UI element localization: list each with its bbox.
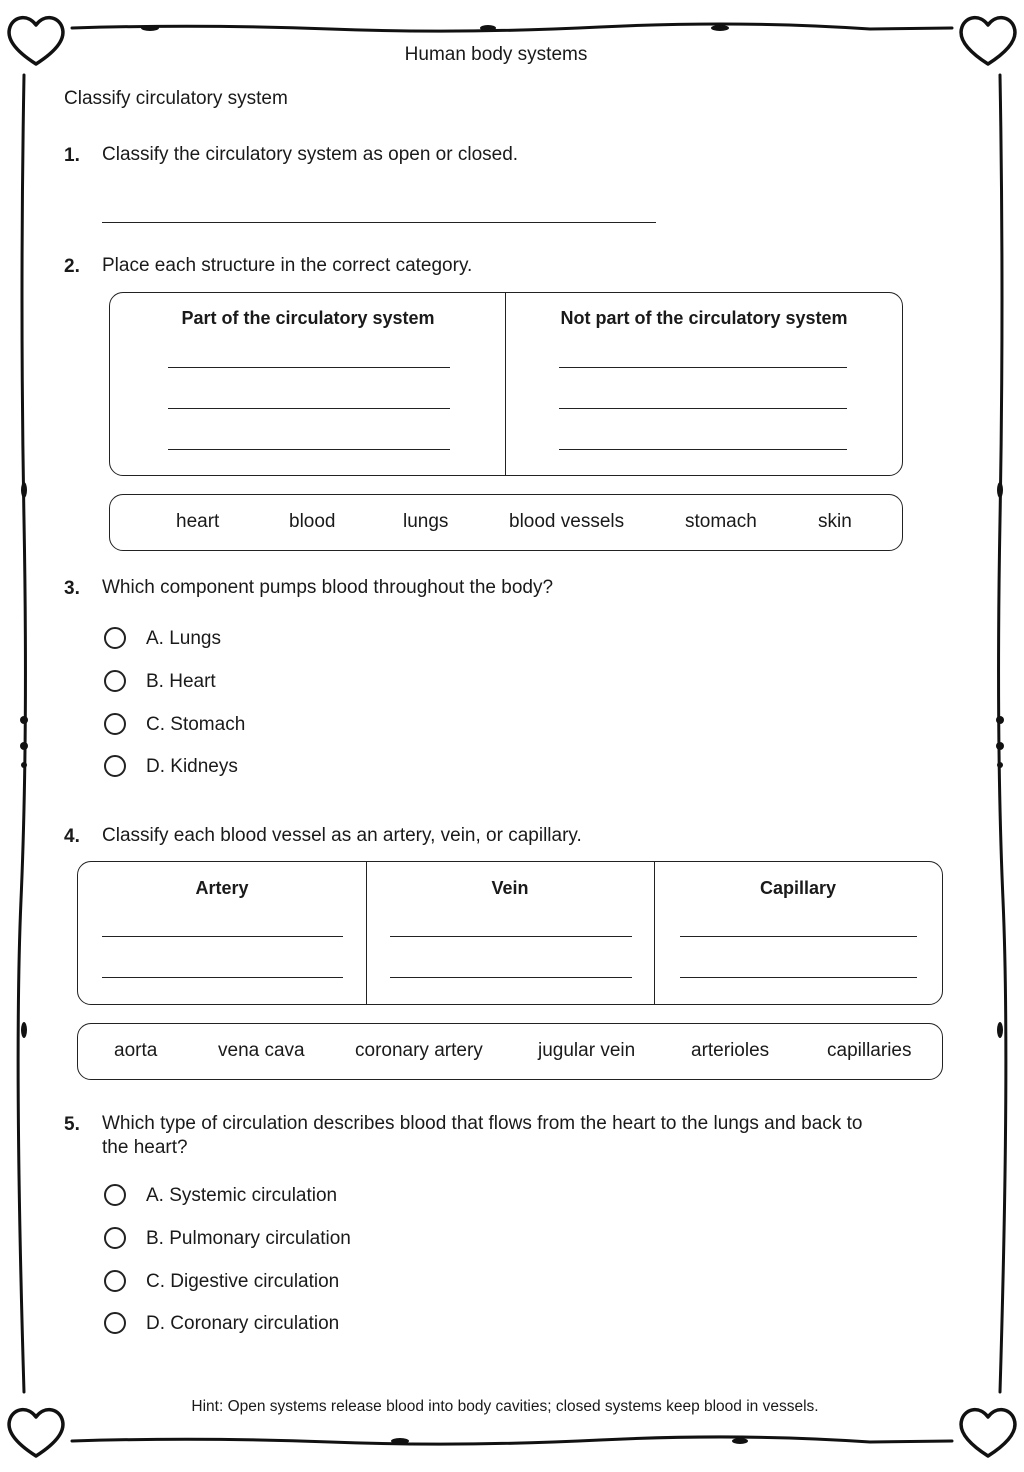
q3-option-b-label[interactable]: B. Heart	[146, 671, 216, 692]
q3-option-c-radio[interactable]	[104, 713, 126, 735]
q4-answer-line[interactable]	[102, 936, 343, 937]
q2-answer-line[interactable]	[559, 449, 847, 450]
q2-answer-line[interactable]	[168, 449, 450, 450]
q5-option-b-radio[interactable]	[104, 1227, 126, 1249]
border-bottom	[72, 1437, 952, 1444]
heart-icon	[9, 1410, 63, 1456]
q5-option-a-radio[interactable]	[104, 1184, 126, 1206]
heart-icon	[961, 1410, 1015, 1456]
q3-option-a-label[interactable]: A. Lungs	[146, 628, 221, 649]
word-bank-item[interactable]: skin	[818, 511, 852, 532]
q2-answer-line[interactable]	[168, 367, 450, 368]
q5-option-c-radio[interactable]	[104, 1270, 126, 1292]
hint-text: Hint: Open systems release blood into body cavities; closed systems keep blood in vessels.	[191, 1398, 819, 1415]
q2-word-bank	[109, 494, 903, 551]
word-bank-item[interactable]: coronary artery	[355, 1040, 483, 1061]
word-bank-item[interactable]: capillaries	[827, 1040, 912, 1061]
border-left	[18, 75, 25, 1392]
q5-option-d-label[interactable]: D. Coronary circulation	[146, 1313, 340, 1334]
word-bank-item[interactable]: heart	[176, 511, 220, 532]
word-bank-item[interactable]: jugular vein	[538, 1040, 636, 1061]
q4-vessel-table	[77, 861, 943, 1005]
q2-column-not-part: Not part of the circulatory system	[560, 308, 848, 328]
q2-answer-line[interactable]	[168, 408, 450, 409]
q3-option-b-radio[interactable]	[104, 670, 126, 692]
q4-answer-line[interactable]	[680, 977, 917, 978]
q5-option-a-label[interactable]: A. Systemic circulation	[146, 1185, 338, 1206]
q5-text: Which type of circulation describes blood that flows from the heart to the lungs and back to the heart?	[102, 1113, 863, 1158]
q2-column-part: Part of the circulatory system	[181, 308, 435, 328]
q5-option-c-label[interactable]: C. Digestive circulation	[146, 1271, 340, 1292]
q2-answer-line[interactable]	[559, 408, 847, 409]
border-right	[999, 75, 1006, 1392]
q3-option-a-radio[interactable]	[104, 627, 126, 649]
border-top	[72, 24, 952, 31]
word-bank-item[interactable]: stomach	[685, 511, 757, 532]
q4-column-capillary: Capillary	[759, 878, 837, 898]
q4-answer-line[interactable]	[390, 977, 632, 978]
q2-text: Place each structure in the correct category.	[102, 255, 473, 276]
q4-word-bank	[77, 1023, 943, 1080]
q3-option-c-label[interactable]: C. Stomach	[146, 714, 246, 735]
q1-text: Classify the circulatory system as open or closed.	[102, 144, 519, 165]
q3-number: 3.	[64, 578, 80, 599]
q3-option-d-label[interactable]: D. Kidneys	[146, 756, 238, 777]
q5-option-d-radio[interactable]	[104, 1312, 126, 1334]
q4-text: Classify each blood vessel as an artery, vein, or capillary.	[102, 825, 582, 846]
page-title: Human body systems	[404, 44, 588, 65]
q1-number: 1.	[64, 145, 80, 166]
word-bank-item[interactable]: blood vessels	[509, 511, 625, 532]
q4-column-vein: Vein	[491, 878, 529, 898]
q4-answer-line[interactable]	[102, 977, 343, 978]
q5-option-b-label[interactable]: B. Pulmonary circulation	[146, 1228, 351, 1249]
q2-category-table	[109, 292, 903, 476]
word-bank-item[interactable]: aorta	[114, 1040, 158, 1061]
q5-number: 5.	[64, 1114, 80, 1135]
q3-option-d-radio[interactable]	[104, 755, 126, 777]
word-bank-item[interactable]: lungs	[403, 511, 449, 532]
q4-number: 4.	[64, 826, 80, 847]
word-bank-item[interactable]: arterioles	[691, 1040, 770, 1061]
q4-answer-line[interactable]	[390, 936, 632, 937]
word-bank-item[interactable]: vena cava	[218, 1040, 305, 1061]
q2-number: 2.	[64, 256, 80, 277]
q2-answer-line[interactable]	[559, 367, 847, 368]
q1-answer-line[interactable]	[102, 222, 656, 223]
word-bank-item[interactable]: blood	[289, 511, 336, 532]
q4-column-artery: Artery	[195, 878, 249, 898]
q3-text: Which component pumps blood throughout the body?	[102, 577, 554, 598]
q4-answer-line[interactable]	[680, 936, 917, 937]
worksheet-subtitle: Classify circulatory system	[64, 88, 288, 109]
